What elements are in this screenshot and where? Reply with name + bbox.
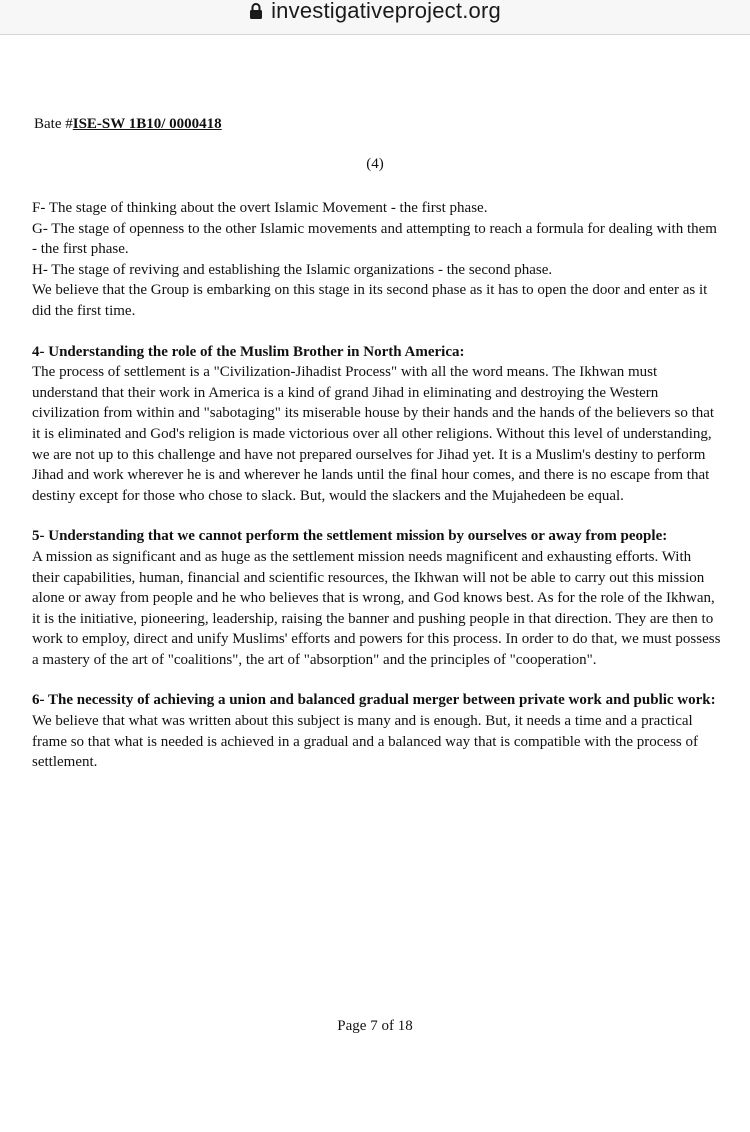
bate-number: ISE-SW 1B10/ 0000418	[72, 116, 222, 132]
section-6-heading: 6- The necessity of achieving a union and balanced gradual merger between private work and public work:	[32, 692, 716, 709]
section-4-body: The process of settlement is a "Civilization-Jihadist Process" with all the word means. The Ikhwan must understand that their work in America is a kind of grand Jihad in eliminating and destroying the Western civilization from within and "sabotaging" its miserable house by their hands and the hands of the believers so that it is eliminated and God's religion is made victorious over all other religions. Without this level of understanding, we are not up to this challenge and have not prepared ourselves for Jihad yet. It is a Muslim's destiny to perform Jihad and work wherever he is and wherever he lands until the final hour comes, and there is no escape from that destiny except for those who chose to slack. But, would the slackers and the Mujahedeen be equal.	[32, 364, 715, 504]
section-6-body: We believe that what was written about this subject is many and is enough. But, it needs a time and a practical frame so that what is needed is achieved in a gradual and a balanced way that is compatible with the process of settlement.	[32, 713, 699, 771]
section-number: (4)	[366, 156, 384, 172]
lock-icon	[249, 2, 263, 20]
stage-h: H- The stage of reviving and establishing the Islamic organizations - the second phase.	[32, 261, 553, 278]
stage-g: G- The stage of openness to the other Islamic movements and attempting to reach a formula for dealing with them - the first phase.	[32, 220, 717, 258]
address-bar-content	[249, 0, 501, 24]
section-5-body: A mission as significant and as huge as the settlement mission needs magnificent and exhausting efforts. With their capabilities, human, financial and scientific resources, the Ikhwan will not be able to carry out this mission alone or away from people and he who believes that is wrong, and God knows best. As for the role of the Ikhwan, it is the initiative, pioneering, leadership, raising the banner and pushing people in that direction. They are then to work to employ, direct and unify Muslims' efforts and powers for this process. In order to do that, we must possess a mastery of the art of "coalitions", the art of "absorption" and the principles of "cooperation".	[32, 548, 721, 668]
section-5-heading: 5- Understanding that we cannot perform the settlement mission by ourselves or away from people:	[32, 528, 668, 545]
section-4-heading: 4- Understanding the role of the Muslim Brother in North America:	[32, 343, 465, 360]
stage-note: We believe that the Group is embarking on this stage in its second phase as it has to open the door and enter as it did the first time.	[32, 282, 708, 319]
stage-f: F- The stage of thinking about the overt Islamic Movement - the first phase.	[32, 200, 488, 216]
url-text[interactable]: investigativeproject.org	[271, 0, 501, 23]
bate-line	[34, 116, 222, 133]
page-footer: Page 7 of 18	[337, 1018, 413, 1034]
browser-address-bar[interactable]	[0, 0, 750, 35]
bate-prefix: Bate #	[34, 116, 73, 132]
document-page	[0, 35, 750, 1132]
document-body	[32, 198, 722, 773]
